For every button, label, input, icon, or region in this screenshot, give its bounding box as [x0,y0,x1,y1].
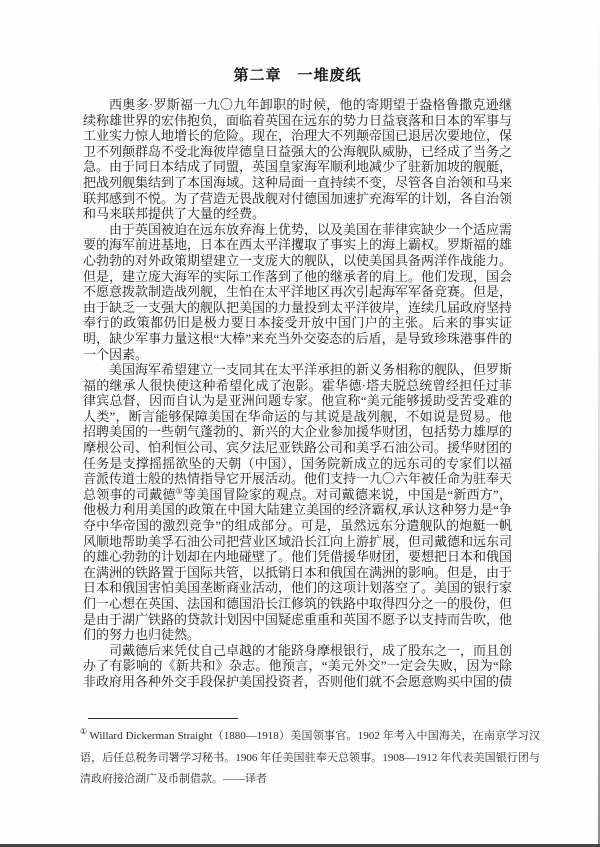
footnote [80,726,540,791]
footnote-separator [88,718,238,719]
body-text [83,97,512,690]
paragraph-3-text: 美国海军希望建立一支同其在太平洋承担的新义务相称的舰队，但罗斯福的继承人很快使这种希望化成了泡影。霍华德·塔夫脱总统曾经担任过菲律宾总督，因而自认为是亚洲问题专家。他宣称“美元能够援助受苦受难的人类”，断言能够保障美国在华命运的与其说是战列舰，不如说是贸易。他招聘美国的一些朝气蓬勃的、新兴的大企业参加援华财团，包括势力雄厚的摩根公司、怕利恒公司、宾夕法尼亚铁路公司和美孚石油公司。援华财团的任务是支撑摇摇欲坠的天朝（中国），国务院新成立的远东司的专家们以福音派传道士般的热情指导它开展活动。他们支持一九〇六年被任命为驻奉天总领事的司戴德 [83,362,513,502]
paragraph-2: 由于英国被迫在远东放弃海上优势，以及美国在菲律宾缺少一个适应需要的海军前进基地，日本在西太平洋攫取了事实上的海上霸权。罗斯福的雄心勃勃的对外政策期望建立一支庞大的舰队，以使美国具备两洋作战能力。但是，建立庞大海军的实际工作落到了他的继承者的肩上。他们发现，国会不愿意拨款制造战列舰，生怕在太平洋地区再次引起海军军备竞赛。但是，由于缺乏一支强大的舰队把美国的力量投到太平洋彼岸，连续几届政府坚持奉行的政策都仍旧是极力要日本接受开放中国门户的主张。后来的事实证明，缺少军事力量这根“大棒”来充当外交姿态的后盾，是导致珍珠港事件的一个因素。 [83,221,513,362]
paragraph-1: 西奥多·罗斯福一九〇九年卸职的时候，他的寄期望于盎格鲁撒克逊继续称雄世界的宏伟抱负，面临着英国在远东的势力日益衰落和日本的军事与工业实力惊人地增长的危险。现在，治理大不列颠帝国已退居次要地位，保卫不列颠群岛不受北海彼岸德皇日益强大的公海舰队威胁，已经成了当务之急。由于同日本结成了同盟，英国皇家海军顺利地减少了驻新加坡的舰艇，把战列舰集结到了本国海域。这种局面一直持续不变，尽管各自治领和马来联邦感到不悦。为了营造无畏战舰对付德国加速扩充海军的计划，各自治领和马来联邦提供了大量的经费。 [83,97,513,222]
chapter-title: 第二章 一堆废纸 [233,68,362,84]
footnote-marker: ① [80,727,88,737]
paragraph-3 [83,362,512,643]
footnote-text: Willard Dickerman Straight（1880—1918）美国领事官。1902 年考入中国海关，在南京学习汉语，后任总税务司署学习秘书。1906 年任美国驻奉天总领事。1908—1912 年代表美国银行团与清政府接洽湖广及币制借款。——译者 [80,730,540,785]
paragraph-3-text-continued: 等美国冒险家的观点。对司戴德来说，中国是“新西方”，他极力利用美国的政策在中国大陆建立美国的经济霸权,承认这种努力是“争夺中华帝国的激烈竞争”的组成部分。可是，虽然远东分遣舰队的炮艇一帆风顺地帮助美孚石油公司把营业区域沿长江向上游扩展，但司戴德和远东司的雄心勃勃的计划却在内地碰壁了。他们凭借援华财团，要想把日本和俄国在满洲的铁路置于国际共管，以抵销日本和俄国在满洲的影响。但是，由于日本和俄国害怕美国垄断商业活动，他们的这项计划落空了。美国的银行家们一心想在英国、法国和德国沿长江修筑的铁路中取得四分之一的股份，但是由于湖广铁路的贷款计划因中国疑虑重重和英国不愿予以支持而告吹，他们的努力也归徒然。 [83,486,513,643]
footnote-reference-marker: ① [175,486,183,496]
paragraph-4: 司戴德后来凭仗自己卓越的才能跻身摩根银行，成了股东之一，而且创办了有影响的《新共和》杂志。他预言，“美元外交”一定会失败，因为“除非政府用各种外交手段保护美国投资者，否则他们就不会愿意购买中国的债 [83,642,513,689]
